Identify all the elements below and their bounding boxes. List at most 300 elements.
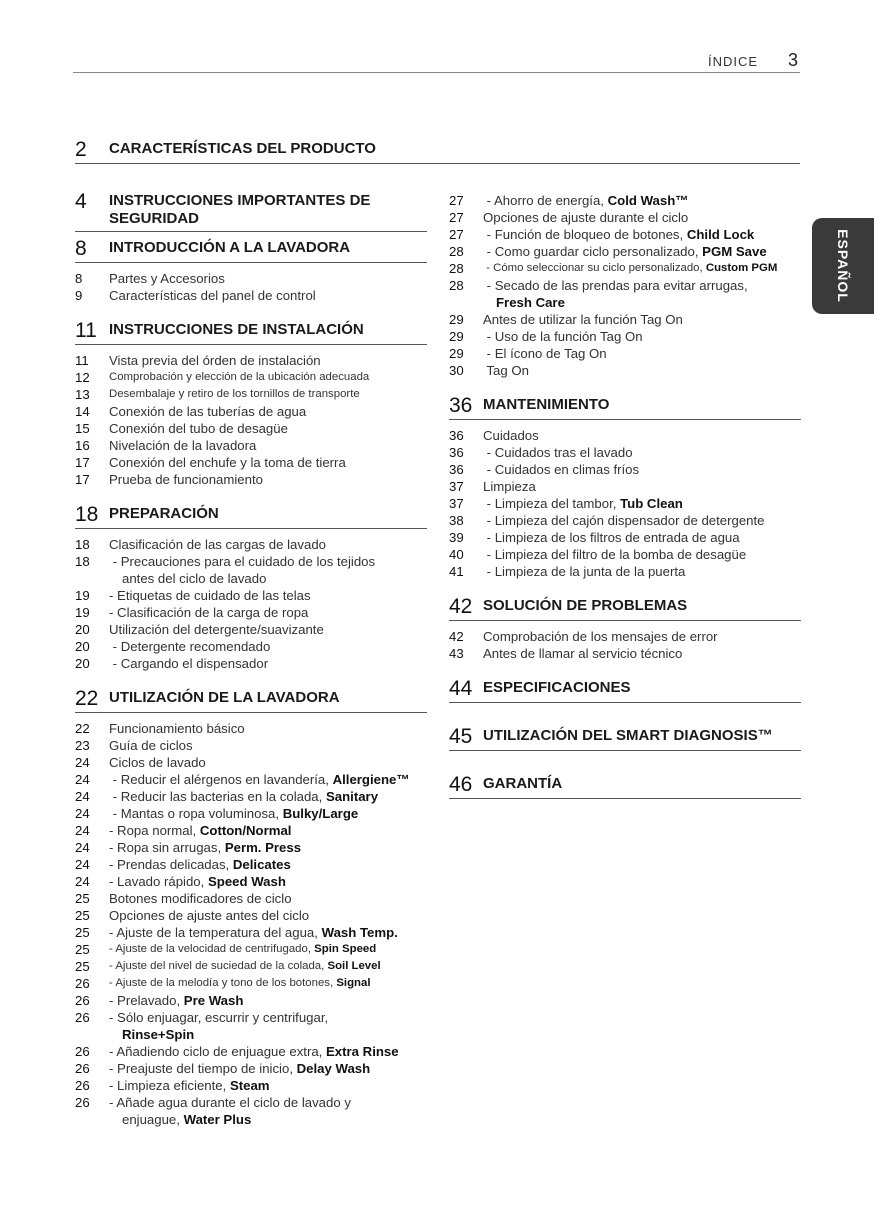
section-heading[interactable]	[449, 396, 801, 420]
section-spacer	[449, 710, 801, 727]
entry-page-number: 18	[75, 554, 90, 569]
entry-text	[483, 628, 718, 645]
entry-page-number: 42	[449, 629, 464, 644]
toc-entry[interactable]	[75, 856, 427, 873]
entry-text	[483, 461, 639, 478]
entry-text	[483, 444, 633, 461]
section-spacer	[449, 580, 801, 597]
toc-entry[interactable]	[75, 587, 427, 604]
section-page-number: 45	[449, 725, 473, 748]
section-heading[interactable]	[75, 192, 427, 232]
entry-text	[109, 287, 316, 304]
section-heading[interactable]	[75, 505, 427, 529]
toc-entry[interactable]	[75, 420, 427, 437]
toc-entry[interactable]	[449, 512, 801, 529]
entry-text	[109, 553, 375, 570]
entry-function-name: Allergiene™	[332, 772, 410, 787]
section-title: INSTRUCCIONES IMPORTANTES DE SEGURIDAD	[109, 192, 371, 227]
language-tab	[812, 218, 874, 314]
entry-page-number: 24	[75, 857, 90, 872]
entry-page-number: 29	[449, 312, 464, 327]
section-title: CARACTERÍSTICAS DEL PRODUCTO	[109, 140, 376, 157]
header-rule	[73, 72, 800, 73]
entry-label: - Preajuste del tiempo de inicio,	[109, 1061, 297, 1076]
entry-text	[109, 471, 263, 488]
entry-text	[109, 1094, 351, 1111]
entry-text	[109, 720, 245, 737]
toc-entry[interactable]	[449, 311, 801, 328]
entry-label: - Ajuste de la velocidad de centrifugado,	[109, 943, 315, 955]
entry-label: - Limpieza de la junta de la puerta	[483, 564, 686, 579]
toc-entry[interactable]	[75, 471, 427, 488]
entry-page-number: 25	[75, 959, 90, 974]
entry-label: - Cuidados en climas fríos	[483, 462, 640, 477]
entry-label: - Ajuste del nivel de suciedad de la colada,	[109, 960, 328, 972]
section-spacer	[449, 758, 801, 775]
entry-page-number: 25	[75, 891, 90, 906]
entry-page-number: 26	[75, 1095, 90, 1110]
entry-text	[483, 495, 683, 512]
entry-page-number: 19	[75, 588, 90, 603]
entry-label: - Función de bloqueo de botones,	[483, 227, 687, 242]
entry-text	[109, 270, 225, 287]
section-heading[interactable]	[75, 140, 800, 164]
entry-label: enjuague,	[122, 1112, 184, 1127]
entry-function-name: Sanitary	[325, 789, 379, 804]
section-heading[interactable]	[449, 727, 801, 751]
entry-page-number: 28	[449, 244, 464, 259]
entry-page-number: 24	[75, 789, 90, 804]
toc-entry[interactable]	[75, 1043, 427, 1060]
entry-text	[109, 907, 309, 924]
toc-entry[interactable]	[75, 352, 427, 369]
toc-entry[interactable]	[75, 822, 427, 839]
entry-page-number: 26	[75, 976, 90, 991]
entry-function-name: Delay Wash	[296, 1061, 371, 1076]
section-spacer	[75, 304, 427, 321]
entry-text	[109, 1060, 370, 1077]
toc-entry[interactable]	[75, 975, 427, 992]
toc-entry[interactable]	[75, 369, 427, 386]
toc-entry[interactable]	[449, 277, 801, 294]
section-page-number: 11	[75, 319, 97, 342]
toc-entry[interactable]	[449, 345, 801, 362]
entry-page-number: 19	[75, 605, 90, 620]
entry-text	[109, 941, 376, 958]
entry-text	[109, 352, 321, 369]
entry-text	[109, 805, 358, 822]
entry-function-name: Cold Wash™	[607, 193, 689, 208]
entry-text	[483, 311, 683, 328]
entry-page-number: 29	[449, 346, 464, 361]
section-title: UTILIZACIÓN DEL SMART DIAGNOSIS™	[483, 727, 773, 744]
toc-entry[interactable]	[75, 1094, 427, 1111]
entry-page-number: 40	[449, 547, 464, 562]
entry-function-name: Rinse+Spin	[122, 1027, 195, 1042]
entry-page-number: 15	[75, 421, 90, 436]
entry-page-number: 18	[75, 537, 90, 552]
toc-entry[interactable]	[449, 546, 801, 563]
entry-text	[109, 771, 410, 788]
toc-entry[interactable]	[449, 529, 801, 546]
section-heading[interactable]	[449, 775, 801, 799]
section-page-number: 4	[75, 190, 87, 213]
entry-label: Comprobación de los mensajes de error	[483, 629, 718, 644]
entry-function-name: Extra Rinse	[326, 1044, 399, 1059]
toc-entry[interactable]	[449, 628, 801, 645]
toc-entry[interactable]	[75, 907, 427, 924]
entry-text	[109, 839, 301, 856]
entry-page-number: 16	[75, 438, 90, 453]
entry-label: - Secado de las prendas para evitar arrugas,	[483, 278, 748, 293]
toc-entry[interactable]	[75, 403, 427, 420]
entry-page-number: 38	[449, 513, 464, 528]
toc-entry[interactable]	[75, 437, 427, 454]
entry-page-number: 20	[75, 622, 90, 637]
entry-text	[483, 546, 746, 563]
toc-entry[interactable]	[75, 958, 427, 975]
toc-entry[interactable]	[75, 570, 427, 587]
entry-label: Vista previa del órden de instalación	[109, 353, 321, 368]
entry-label: Conexión del enchufe y la toma de tierra	[109, 455, 346, 470]
entry-text	[109, 992, 243, 1009]
entry-text	[109, 587, 311, 604]
entry-page-number: 36	[449, 462, 464, 477]
entry-page-number: 27	[449, 193, 464, 208]
entry-label: Botones modificadores de ciclo	[109, 891, 292, 906]
entry-page-number: 24	[75, 755, 90, 770]
section-page-number: 42	[449, 595, 473, 618]
entry-label: - Prendas delicadas,	[109, 857, 233, 872]
entry-page-number: 36	[449, 428, 464, 443]
entry-function-name: Child Lock	[686, 227, 755, 242]
toc-entry[interactable]	[449, 461, 801, 478]
entry-function-name: Cotton/Normal	[199, 823, 292, 838]
entry-label: - Limpieza de los filtros de entrada de agua	[483, 530, 740, 545]
toc-entry[interactable]	[449, 260, 801, 277]
toc-entry[interactable]	[75, 924, 427, 941]
entry-text	[109, 754, 206, 771]
entry-text	[483, 209, 688, 226]
toc-entry[interactable]	[75, 553, 427, 570]
entry-text	[109, 570, 266, 587]
entry-text	[109, 1009, 328, 1026]
entry-label: - Sólo enjuagar, escurrir y centrifugar,	[109, 1010, 329, 1025]
entry-label: Antes de utilizar la función Tag On	[483, 312, 683, 327]
entry-label: Antes de llamar al servicio técnico	[483, 646, 683, 661]
entry-page-number: 17	[75, 472, 90, 487]
entry-page-number: 29	[449, 329, 464, 344]
entry-page-number: 12	[75, 370, 90, 385]
entry-text	[109, 737, 193, 754]
entry-label: - Cómo seleccionar su ciclo personalizado,	[483, 262, 706, 274]
toc-entry[interactable]	[449, 328, 801, 345]
entry-label: Clasificación de las cargas de lavado	[109, 537, 326, 552]
entry-label: - El ícono de Tag On	[483, 346, 607, 361]
entry-text	[109, 788, 378, 805]
entry-page-number	[75, 570, 109, 587]
toc-entry[interactable]	[75, 890, 427, 907]
entry-page-number	[449, 294, 483, 311]
entry-page-number: 22	[75, 721, 90, 736]
section-page-number: 44	[449, 677, 473, 700]
entry-page-number: 26	[75, 1061, 90, 1076]
entry-function-name: Pre Wash	[183, 993, 244, 1008]
entry-label: Cuidados	[483, 428, 539, 443]
entry-label: - Ajuste de la melodía y tono de los botones,	[109, 977, 337, 989]
entry-label: - Uso de la función Tag On	[483, 329, 643, 344]
entry-text	[483, 512, 765, 529]
entry-text	[483, 192, 688, 209]
entry-label: - Lavado rápido,	[109, 874, 208, 889]
section-heading[interactable]	[449, 597, 801, 621]
entry-text	[483, 478, 536, 495]
section-page-number: 36	[449, 394, 473, 417]
entry-label: Características del panel de control	[109, 288, 316, 303]
entry-text	[109, 856, 291, 873]
entry-text	[109, 822, 291, 839]
entry-label: Desembalaje y retiro de los tornillos de transporte	[109, 388, 360, 400]
entry-page-number: 8	[75, 271, 83, 286]
entry-label: - Ajuste de la temperatura del agua,	[109, 925, 322, 940]
toc-entry[interactable]	[449, 192, 801, 209]
entry-page-number: 37	[449, 479, 464, 494]
section-title: GARANTÍA	[483, 775, 563, 792]
section-page-number: 18	[75, 503, 99, 526]
toc-entry[interactable]	[449, 362, 801, 379]
section-spacer	[75, 672, 427, 689]
toc-entry[interactable]	[75, 1026, 427, 1043]
entry-page-number: 17	[75, 455, 90, 470]
entry-text	[109, 975, 371, 992]
entry-label: Tag On	[483, 363, 529, 378]
section-page-number: 2	[75, 138, 87, 161]
entry-text	[483, 529, 740, 546]
entry-page-number: 24	[75, 772, 90, 787]
entry-function-name: Water Plus	[183, 1112, 252, 1127]
entry-text	[109, 604, 308, 621]
entry-label: - Añade agua durante el ciclo de lavado y	[109, 1095, 351, 1110]
toc-entry[interactable]	[75, 737, 427, 754]
toc-entry[interactable]	[75, 1111, 427, 1128]
toc-entry[interactable]	[449, 226, 801, 243]
entry-function-name: Custom PGM	[705, 262, 778, 274]
toc-entry[interactable]	[449, 294, 801, 311]
entry-label: Comprobación y elección de la ubicación adecuada	[109, 371, 370, 383]
entry-label: - Etiquetas de cuidado de las telas	[109, 588, 311, 603]
toc-entry[interactable]	[75, 454, 427, 471]
entry-label: Prueba de funcionamiento	[109, 472, 263, 487]
toc-entry[interactable]	[75, 621, 427, 638]
toc-entry[interactable]	[75, 604, 427, 621]
entry-function-name: Wash Temp.	[321, 925, 398, 940]
section-spacer	[75, 488, 427, 505]
entry-text	[109, 437, 256, 454]
entry-text	[109, 454, 346, 471]
toc-left-column	[75, 192, 427, 1128]
entry-label: - Limpieza del cajón dispensador de detergente	[483, 513, 765, 528]
toc-entry[interactable]	[75, 771, 427, 788]
entry-label: - Prelavado,	[109, 993, 184, 1008]
entry-label: - Limpieza del filtro de la bomba de desagüe	[483, 547, 747, 562]
entry-function-name: Speed Wash	[207, 874, 286, 889]
entry-page-number: 23	[75, 738, 90, 753]
toc-entry[interactable]	[75, 287, 427, 304]
section-title: PREPARACIÓN	[109, 505, 219, 522]
toc-entry[interactable]	[75, 270, 427, 287]
entry-label: Partes y Accesorios	[109, 271, 225, 286]
entry-label: Opciones de ajuste durante el ciclo	[483, 210, 689, 225]
toc-entry[interactable]	[75, 1077, 427, 1094]
entry-label: - Detergente recomendado	[109, 639, 271, 654]
entry-text	[109, 386, 360, 403]
entry-label: - Limpieza eficiente,	[109, 1078, 230, 1093]
entry-page-number: 25	[75, 908, 90, 923]
section-heading[interactable]	[449, 679, 801, 703]
entry-label: - Cuidados tras el lavado	[483, 445, 633, 460]
toc-entry[interactable]	[75, 638, 427, 655]
entry-text	[483, 260, 777, 277]
toc-entry[interactable]	[75, 805, 427, 822]
entry-text	[109, 1077, 270, 1094]
entry-function-name: Delicates	[232, 857, 291, 872]
entry-label: - Reducir las bacterias en la colada,	[109, 789, 326, 804]
entry-text	[483, 345, 607, 362]
entry-page-number: 24	[75, 823, 90, 838]
entry-page-number	[75, 1026, 109, 1043]
entry-page-number: 26	[75, 1010, 90, 1025]
entry-text	[109, 655, 268, 672]
entry-page-number	[75, 1111, 109, 1128]
entry-page-number: 36	[449, 445, 464, 460]
entry-page-number: 14	[75, 404, 90, 419]
entry-page-number: 41	[449, 564, 464, 579]
section-title: INSTRUCCIONES DE INSTALACIÓN	[109, 321, 364, 338]
toc-right-column	[449, 192, 801, 806]
entry-text	[483, 362, 529, 379]
section-heading[interactable]	[75, 321, 427, 345]
section-title: INTRODUCCIÓN A LA LAVADORA	[109, 239, 351, 256]
toc-entry[interactable]	[449, 495, 801, 512]
entry-page-number: 26	[75, 1044, 90, 1059]
entry-label: - Limpieza del tambor,	[483, 496, 621, 511]
section-title: UTILIZACIÓN DE LA LAVADORA	[109, 689, 340, 706]
entry-page-number: 25	[75, 942, 90, 957]
toc-entry[interactable]	[449, 243, 801, 260]
entry-label: Utilización del detergente/suavizante	[109, 622, 324, 637]
section-title: ESPECIFICACIONES	[483, 679, 631, 696]
entry-label: antes del ciclo de lavado	[122, 571, 267, 586]
entry-text	[109, 890, 292, 907]
toc-entry[interactable]	[449, 478, 801, 495]
toc-entry[interactable]	[75, 720, 427, 737]
entry-text	[109, 369, 369, 386]
toc-entry[interactable]	[75, 536, 427, 553]
entry-page-number: 26	[75, 1078, 90, 1093]
entry-page-number: 27	[449, 227, 464, 242]
entry-page-number: 20	[75, 656, 90, 671]
toc-entry[interactable]	[75, 655, 427, 672]
entry-label: Conexión del tubo de desagüe	[109, 421, 288, 436]
toc-entry[interactable]	[449, 209, 801, 226]
entry-page-number: 13	[75, 387, 90, 402]
toc-entry[interactable]	[449, 427, 801, 444]
entry-label: Nivelación de la lavadora	[109, 438, 257, 453]
entry-text	[483, 328, 643, 345]
header-section-title: ÍNDICE	[708, 54, 759, 69]
entry-label: Conexión de las tuberías de agua	[109, 404, 307, 419]
toc-entry[interactable]	[449, 444, 801, 461]
language-tab-label: ESPAÑOL	[835, 229, 851, 303]
entry-text	[109, 536, 326, 553]
entry-page-number: 37	[449, 496, 464, 511]
entry-function-name: Spin Speed	[314, 943, 377, 955]
toc-entry[interactable]	[75, 941, 427, 958]
entry-label: - Como guardar ciclo personalizado,	[483, 244, 703, 259]
entry-page-number: 43	[449, 646, 464, 661]
entry-text	[483, 294, 565, 311]
toc-entry[interactable]	[75, 873, 427, 890]
toc-entry[interactable]	[449, 563, 801, 580]
section-page-number: 8	[75, 237, 87, 260]
entry-page-number: 30	[449, 363, 464, 378]
toc-entry[interactable]	[75, 1009, 427, 1026]
toc-entry[interactable]	[75, 992, 427, 1009]
entry-page-number: 28	[449, 261, 464, 276]
entry-label: Opciones de ajuste antes del ciclo	[109, 908, 310, 923]
entry-page-number: 28	[449, 278, 464, 293]
entry-function-name: Perm. Press	[224, 840, 302, 855]
page-number: 3	[788, 50, 799, 70]
toc-entry[interactable]	[75, 386, 427, 403]
section-spacer	[449, 662, 801, 679]
toc-entry[interactable]	[75, 1060, 427, 1077]
entry-page-number: 39	[449, 530, 464, 545]
entry-page-number: 20	[75, 639, 90, 654]
entry-label: - Clasificación de la carga de ropa	[109, 605, 309, 620]
entry-page-number: 27	[449, 210, 464, 225]
entry-label: - Mantas o ropa voluminosa,	[109, 806, 283, 821]
section-heading[interactable]	[75, 239, 427, 263]
entry-label: - Precauciones para el cuidado de los tejidos	[109, 554, 376, 569]
entry-page-number: 25	[75, 925, 90, 940]
entry-function-name: PGM Save	[702, 244, 767, 259]
section-spacer	[449, 379, 801, 396]
entry-text	[483, 243, 767, 260]
entry-text	[109, 873, 286, 890]
entry-function-name: Tub Clean	[620, 496, 683, 511]
entry-label: - Añadiendo ciclo de enjuague extra,	[109, 1044, 327, 1059]
section-title: MANTENIMIENTO	[483, 396, 610, 413]
entry-label: Funcionamiento básico	[109, 721, 245, 736]
entry-text	[109, 403, 306, 420]
entry-text	[109, 420, 288, 437]
entry-function-name: Fresh Care	[496, 295, 565, 310]
toc-entry[interactable]	[75, 754, 427, 771]
entry-page-number: 9	[75, 288, 83, 303]
top-section	[75, 140, 800, 171]
entry-page-number: 24	[75, 840, 90, 855]
toc-entry[interactable]	[75, 788, 427, 805]
toc-entry[interactable]	[449, 645, 801, 662]
entry-label: Ciclos de lavado	[109, 755, 206, 770]
entry-label: Guía de ciclos	[109, 738, 193, 753]
section-heading[interactable]	[75, 689, 427, 713]
entry-page-number: 11	[75, 353, 89, 368]
entry-text	[483, 427, 539, 444]
toc-entry[interactable]	[75, 839, 427, 856]
entry-text	[483, 645, 682, 662]
